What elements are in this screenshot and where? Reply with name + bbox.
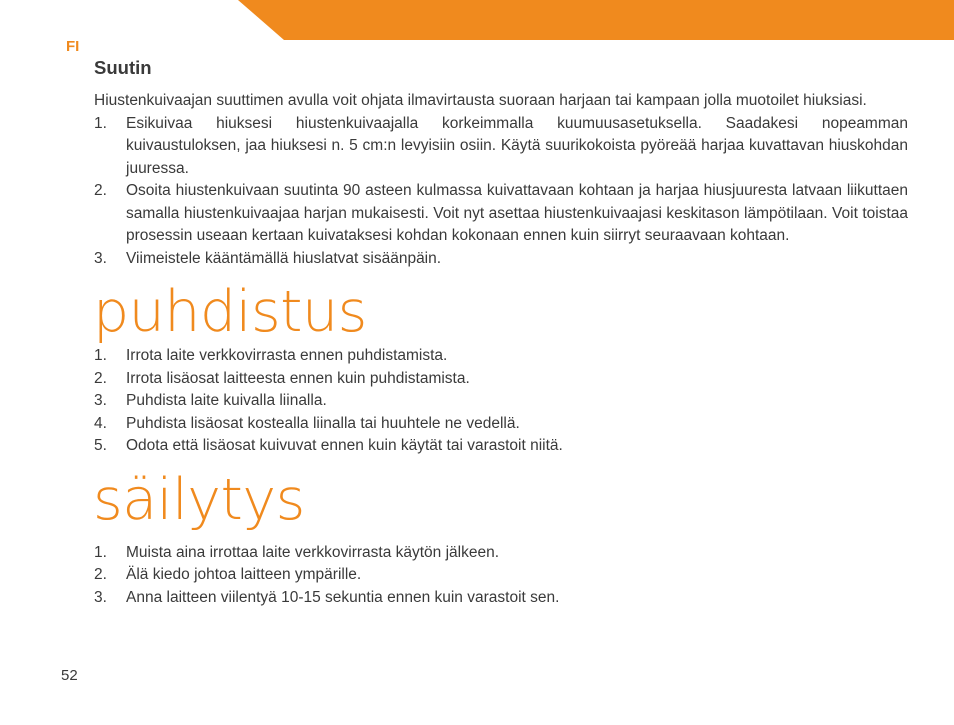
list-text: Anna laitteen viilentyä 10-15 sekuntia ennen kuin varastoit sen. — [126, 588, 560, 606]
list-item — [94, 113, 908, 181]
page-content — [94, 56, 908, 609]
list-item — [94, 542, 908, 565]
list-text: Puhdista laite kuivalla liinalla. — [126, 392, 327, 409]
list-text: Irrota laite verkkovirrasta ennen puhdistamista. — [126, 347, 448, 364]
list-number: 1. — [94, 347, 107, 364]
language-tag: FI — [66, 38, 80, 55]
list-text: Odota että lisäosat kuivuvat ennen kuin käytät tai varastoit niitä. — [126, 437, 563, 454]
heading-storage: säilytys — [93, 466, 305, 533]
list-number: 1. — [94, 114, 107, 132]
list-number: 3. — [94, 249, 107, 267]
list-item — [94, 180, 908, 248]
list-text: Osoita hiustenkuivaan suutinta 90 asteen kulmassa kuivattavaan kohtaan ja harjaa hiusjuuresta latvaan liikuttaen samalla hiustenkuivaajaa harjan mukaisesti. Voit nyt asettaa hiustenkuivaajasi keskitason lämpötilaan. Voit toistaa prosessin useaan kertaan kuivataksesi kohdan kokonaan ennen kuin siirryt seuraavaan kohtaan. — [126, 182, 908, 244]
list-item — [94, 345, 908, 368]
section-title-nozzle: Suutin — [94, 57, 152, 78]
list-number: 2. — [94, 369, 107, 387]
list-item — [94, 368, 908, 391]
list-text: Esikuivaa hiuksesi hiustenkuivaajalla korkeimmalla kuumuusasetuksella. Saadakesi nopeamman kuivaustuloksen, jaa hiuksesi n. 5 cm:n levyisiin osiin. Käytä suurikokoista pyöreää harjaa kuvattavan hiuskohdan juuressa. — [126, 114, 908, 177]
list-item — [94, 413, 908, 436]
page-number: 52 — [61, 667, 78, 684]
nozzle-steps — [94, 113, 908, 271]
storage-steps — [94, 542, 908, 610]
list-item — [94, 435, 908, 458]
list-number: 3. — [94, 588, 107, 606]
list-text: Irrota lisäosat laitteesta ennen kuin puhdistamista. — [126, 369, 470, 387]
list-text: Muista aina irrottaa laite verkkovirrasta käytön jälkeen. — [126, 543, 500, 561]
list-text: Viimeistele kääntämällä hiuslatvat sisäänpäin. — [126, 249, 442, 267]
list-item — [94, 248, 908, 271]
list-item — [94, 564, 908, 587]
heading-cleaning: puhdistus — [93, 279, 367, 345]
list-number: 3. — [94, 392, 107, 409]
list-number: 1. — [94, 543, 107, 561]
nozzle-intro: Hiustenkuivaajan suuttimen avulla voit ohjata ilmavirtausta suoraan harjaan tai kampaan jolla muotoilet hiuksiasi. — [94, 92, 867, 109]
list-number: 5. — [94, 437, 107, 454]
cleaning-steps — [94, 345, 908, 458]
list-item — [94, 587, 908, 610]
list-number: 2. — [94, 566, 107, 583]
header-orange-band — [0, 0, 954, 40]
list-text: Älä kiedo johtoa laitteen ympärille. — [126, 566, 362, 583]
list-item — [94, 390, 908, 413]
list-text: Puhdista lisäosat kostealla liinalla tai huuhtele ne vedellä. — [126, 414, 520, 432]
list-number: 2. — [94, 182, 107, 199]
list-number: 4. — [94, 414, 107, 432]
